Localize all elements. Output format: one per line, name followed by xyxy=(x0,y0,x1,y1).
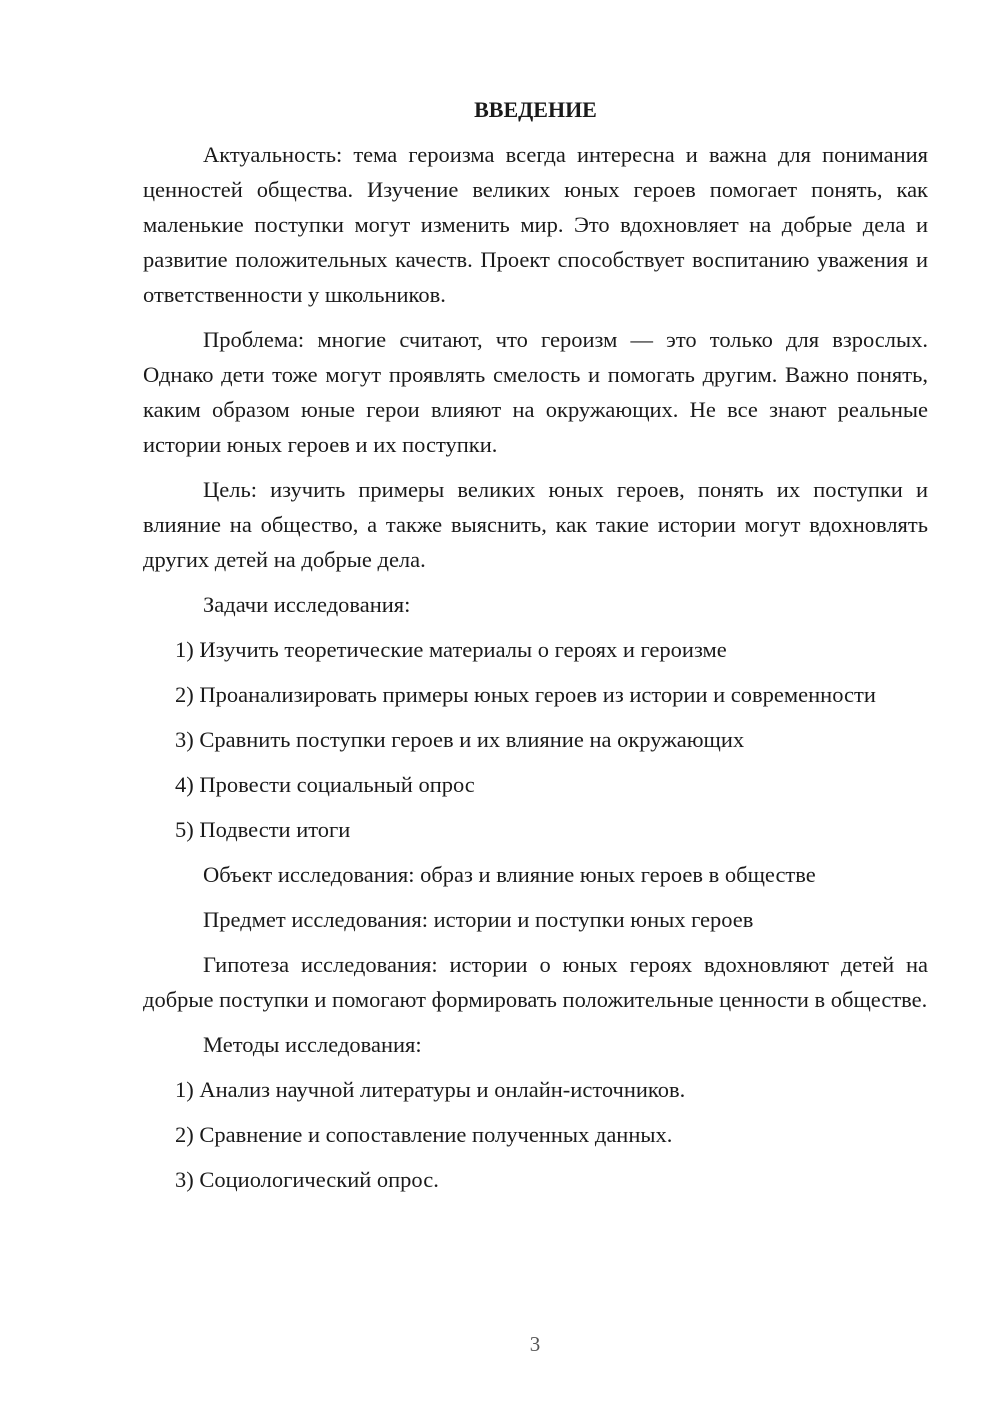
goal-paragraph: Цель: изучить примеры великих юных героев, понять их поступки и влияние на общество, а также выяснить, как такие истории могут вдохновлять других детей на добрые дела. xyxy=(143,477,928,572)
task-item: 4) Провести социальный опрос xyxy=(175,772,475,797)
relevance-paragraph: Актуальность: тема героизма всегда интересна и важна для понимания ценностей общества. Изучение великих юных героев помогает понять, как маленькие поступки могут изменить мир. Это вдохновляет на добрые дела и развитие положительных качеств. Проект способствует воспитанию уважения и ответственности у школьников. xyxy=(143,142,928,307)
subject-paragraph: Предмет исследования: истории и поступки юных героев xyxy=(203,907,754,932)
document-page xyxy=(143,90,928,1207)
task-item: 3) Сравнить поступки героев и их влияние на окружающих xyxy=(175,727,745,752)
problem-paragraph: Проблема: многие считают, что героизм — это только для взрослых. Однако дети тоже могут проявлять смелость и помогать другим. Важно понять, каким образом юные герои влияют на окружающих. Не все знают реальные истории юных героев и их поступки. xyxy=(143,327,928,457)
methods-heading: Методы исследования: xyxy=(203,1032,422,1057)
tasks-heading: Задачи исследования: xyxy=(203,592,411,617)
method-item: 1) Анализ научной литературы и онлайн-источников. xyxy=(175,1077,686,1102)
task-item: 2) Проанализировать примеры юных героев из истории и современности xyxy=(175,682,876,707)
method-item: 3) Социологический опрос. xyxy=(175,1167,439,1192)
object-paragraph: Объект исследования: образ и влияние юных героев в обществе xyxy=(203,862,816,887)
page-title: ВВЕДЕНИЕ xyxy=(474,97,597,122)
task-item: 5) Подвести итоги xyxy=(175,817,351,842)
hypothesis-paragraph: Гипотеза исследования: истории о юных героях вдохновляют детей на добрые поступки и помогают формировать положительные ценности в обществе. xyxy=(143,952,928,1012)
page-number: 3 xyxy=(529,1332,541,1356)
task-item: 1) Изучить теоретические материалы о героях и героизме xyxy=(175,637,727,662)
method-item: 2) Сравнение и сопоставление полученных данных. xyxy=(175,1122,673,1147)
